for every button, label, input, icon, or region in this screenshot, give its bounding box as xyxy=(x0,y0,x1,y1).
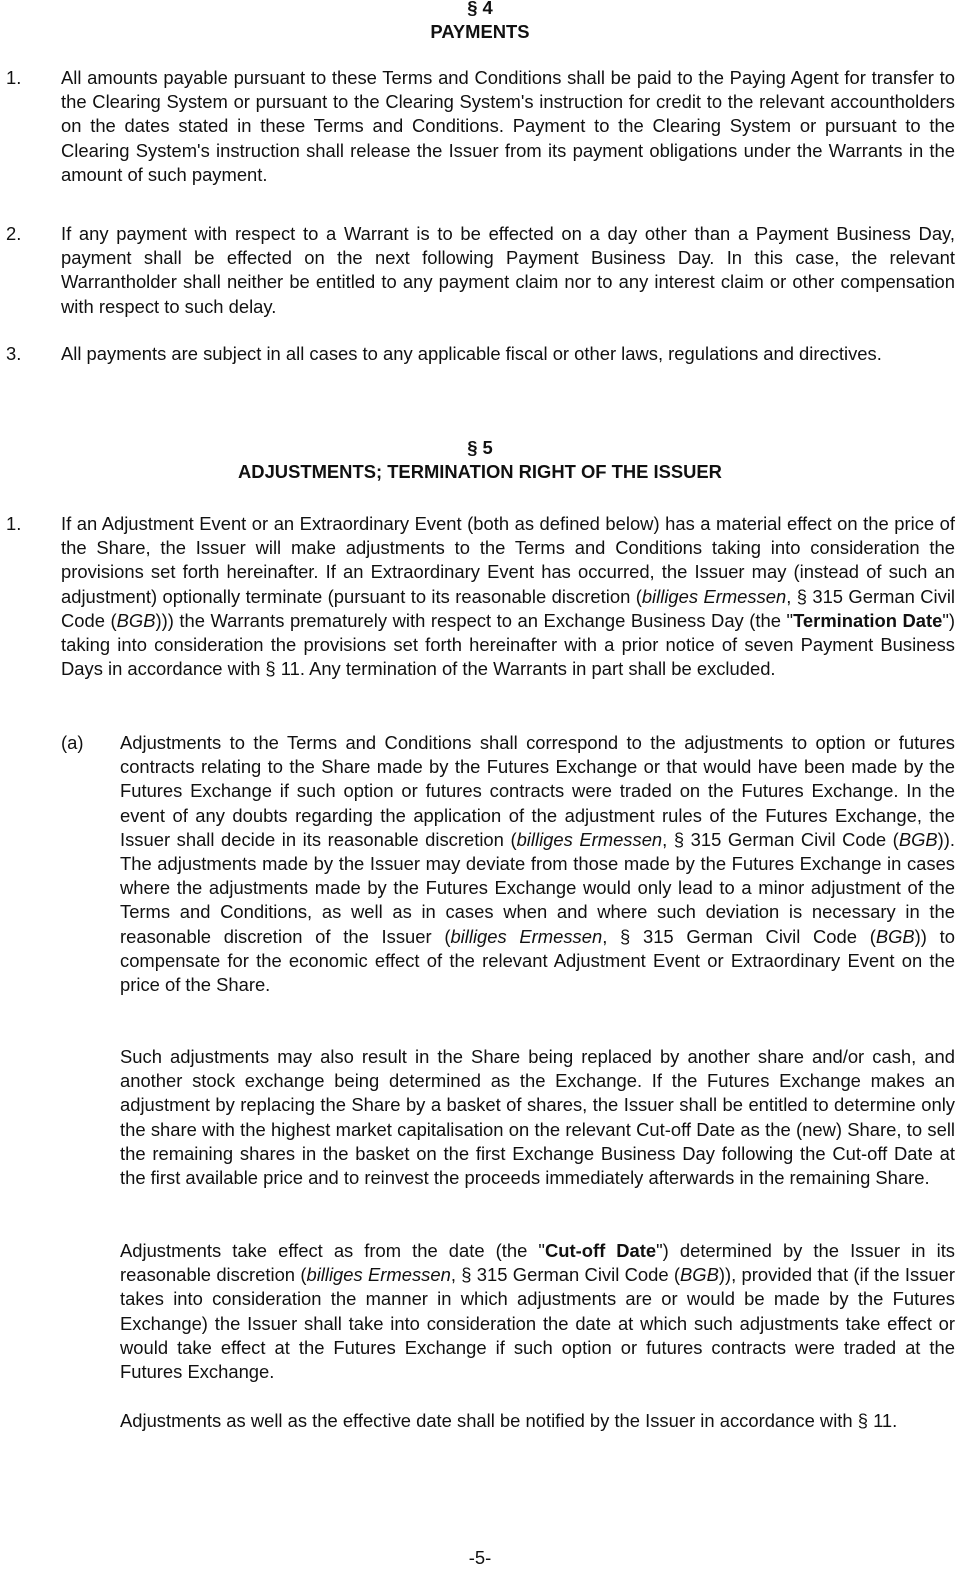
item-text xyxy=(61,512,955,681)
text-run: , § 315 German Civil Code ( xyxy=(662,828,899,850)
italic-term: billiges Ermessen xyxy=(450,925,603,947)
defined-term: Termination Date xyxy=(793,609,943,631)
item-number: 1. xyxy=(6,513,22,534)
paragraph-cutoff-date xyxy=(120,1239,955,1384)
text-run: , § 315 German Civil Code ( xyxy=(450,1264,681,1286)
item-number: 3. xyxy=(6,343,22,364)
section-4-heading xyxy=(0,0,960,44)
paragraph-notification: Adjustments as well as the effective date shall be notified by the Issuer in accordance with § 11. xyxy=(120,1410,898,1431)
section-5-heading xyxy=(0,436,960,484)
text-run: Adjustments to the Terms and Conditions shall correspond to the adjustments to option or futures contracts relating to the Share made by the Futures Exchange or that would have been made by the Futures Exchange if such option or futures contracts were traded on the Futures Exchange. In the event of any doubts regarding the application of the adjustment rules of the Futures Exchange, the Issuer shall decide in its reasonable discretion ( xyxy=(120,732,955,850)
italic-term: billiges Ermessen xyxy=(516,828,663,850)
text-run: , § 315 German Civil Code ( xyxy=(61,585,955,631)
italic-term: billiges Ermessen xyxy=(641,585,787,607)
section-5-symbol: § 5 xyxy=(467,437,493,458)
section-4-title: PAYMENTS xyxy=(430,21,530,42)
italic-term: BGB xyxy=(875,925,915,947)
item-number: 2. xyxy=(6,223,22,244)
text-run: )). The adjustments made by the Issuer may deviate from those made by the Futures Exchange in cases where the adjustments made by the Futures Exchange would only lead to a minor adjustment of the Terms and Conditions, as well as in cases when and where such deviation is necessary in the reasonable discretion of the Issuer ( xyxy=(120,828,956,947)
item-text: If any payment with respect to a Warrant is to be effected on a day other than a Payment Business Day, payment shall be effected on the next following Payment Business Day. In this case, the relevant Warrantholder shall neither be entitled to any payment claim nor to any interest claim or other compensation with respect to such delay. xyxy=(61,223,955,317)
page-number: -5- xyxy=(468,1547,492,1568)
italic-term: BGB xyxy=(116,609,156,631)
italic-term: BGB xyxy=(680,1264,719,1286)
text-run: ))) the Warrants prematurely with respect to an Exchange Business Day (the " xyxy=(155,609,794,631)
italic-term: BGB xyxy=(898,828,938,850)
text-run: If an Adjustment Event or an Extraordinary Event (both as defined below) has a material effect on the price of the Share, the Issuer will make adjustments to the Terms and Conditions taking into consideration the provisions set forth hereinafter. If an Extraordinary Event has occurred, the Issuer may (instead of such an adjustment) optionally terminate (pursuant to its reasonable discretion ( xyxy=(61,513,955,607)
text-run: ") determined by the Issuer in its reasonable discretion ( xyxy=(120,1240,955,1286)
section-5-title: ADJUSTMENTS; TERMINATION RIGHT OF THE ISSUER xyxy=(238,461,722,482)
subsection-label: (a) xyxy=(61,732,84,753)
text-run: )), provided that (if the Issuer takes into consideration the manner in which adjustments are or would be made by the Futures Exchange) the Issuer shall take into consideration the date at which such adjustments take effect or would take effect at the Futures Exchange if such option or futures contracts were traded at the Futures Exchange. xyxy=(120,1264,955,1383)
item-text: All amounts payable pursuant to these Terms and Conditions shall be paid to the Paying Agent for transfer to the Clearing System or pursuant to the Clearing System's instruction for credit to the relevant accountholders on the dates stated in these Terms and Conditions. Payment to the Clearing System or pursuant to the Clearing System's instruction shall release the Issuer from its payment obligations under the Warrants in the amount of such payment. xyxy=(61,67,955,185)
text-run: )) to compensate for the economic effect of the relevant Adjustment Event or Extraordinary Event on the price of the Share. xyxy=(120,925,955,996)
text-run: , § 315 German Civil Code ( xyxy=(602,925,876,947)
item-text: All payments are subject in all cases to any applicable fiscal or other laws, regulations and directives. xyxy=(61,343,882,364)
subsection-text xyxy=(120,731,955,997)
text-run: Adjustments take effect as from the date (the " xyxy=(120,1240,545,1261)
section-4-symbol: § 4 xyxy=(467,0,493,18)
paragraph-replacement: Such adjustments may also result in the Share being replaced by another share and/or cash, and another stock exchange being determined as the Exchange. If the Futures Exchange makes an adjustment by replacing the Share by a basket of shares, the Issuer shall be entitled to determine only the share with the highest market capitalisation on the relevant Cut-off Date as the (new) Share, to sell the remaining shares in the basket on the first Exchange Business Day following the Cut-off Date at the first available price and to reinvest the proceeds immediately afterwards in the remaining Share. xyxy=(120,1046,955,1189)
defined-term: Cut-off Date xyxy=(544,1240,657,1261)
italic-term: billiges Ermessen xyxy=(306,1264,451,1286)
item-number: 1. xyxy=(6,67,22,88)
text-run: ") taking into consideration the provisions set forth hereinafter with a prior notice of seven Payment Business Days in accordance with § 11. Any termination of the Warrants in part shall be excluded. xyxy=(61,609,955,680)
